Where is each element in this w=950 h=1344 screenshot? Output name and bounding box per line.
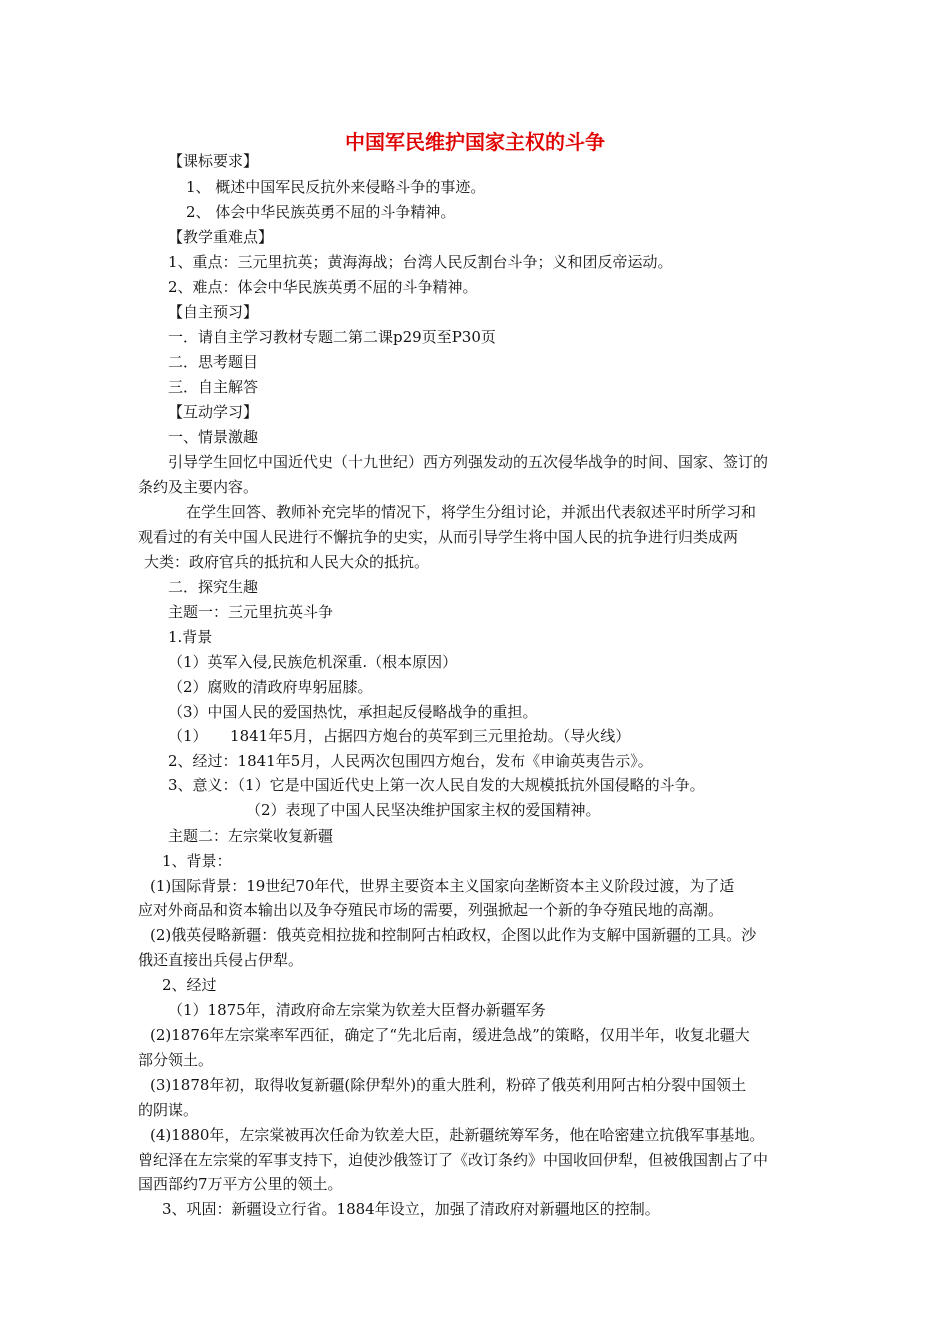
text-line: 一、情景激趣	[168, 428, 259, 446]
text-line: 2、难点：体会中华民族英勇不屈的斗争精神。	[168, 278, 478, 296]
text-line: 1.背景	[168, 628, 213, 646]
text-line: 2、 体会中华民族英勇不屈的斗争精神。	[186, 203, 456, 221]
text-line: (4)1880年，左宗棠被再次任命为钦差大臣，赴新疆统筹军务，他在哈密建立抗俄军事基地。	[150, 1126, 765, 1144]
document-title: 中国军民维护国家主权的斗争	[345, 130, 605, 154]
text-line: 一．请自主学习教材专题二第二课p29页至P30页	[168, 328, 496, 346]
text-line: 曾纪泽在左宗棠的军事支持下，迫使沙俄签订了《改订条约》中国收回伊犁，但被俄国割占了中	[138, 1151, 769, 1169]
section-heading: 【教学重难点】	[168, 228, 274, 246]
text-line: (3)1878年初，取得收复新疆(除伊犁外)的重大胜利，粉碎了俄英利用阿古柏分裂中国领土	[150, 1076, 747, 1094]
text-line: 3、巩固：新疆设立行省。1884年设立，加强了清政府对新疆地区的控制。	[162, 1200, 660, 1218]
text-line: 3、意义：（1）它是中国近代史上第一次人民自发的大规模抵抗外国侵略的斗争。	[168, 776, 705, 794]
text-line: (2)俄英侵略新疆：俄英竞相拉拢和控制阿古柏政权，企图以此作为支解中国新疆的工具。沙	[150, 926, 757, 944]
text-line: 三．自主解答	[168, 378, 259, 396]
section-heading: 【互动学习】	[168, 403, 259, 421]
text-line: 1、背景：	[162, 852, 232, 870]
text-line: (2)1876年左宗棠率军西征，确定了“先北后南，缓进急战”的策略，仅用半年，收复北疆大	[150, 1026, 750, 1044]
text-line: （2）腐败的清政府卑躬屈膝。	[168, 678, 373, 696]
text-line: 国西部约7万平方公里的领土。	[138, 1175, 343, 1193]
text-line: 二．探究生趣	[168, 578, 259, 596]
text-line: （1）1875年，清政府命左宗棠为钦差大臣督办新疆军务	[168, 1001, 546, 1019]
text-line: 条约及主要内容。	[138, 478, 259, 496]
text-line: 1、 概述中国军民反抗外来侵略斗争的事迹。	[186, 178, 486, 196]
text-line: 俄还直接出兵侵占伊犁。	[138, 951, 304, 969]
text-line: 的阴谋。	[138, 1101, 199, 1119]
text-line: （1）英军入侵,民族危机深重.（根本原因）	[168, 653, 458, 671]
text-line: 主题一：三元里抗英斗争	[168, 603, 334, 621]
text-line: 1、重点：三元里抗英；黄海海战；台湾人民反割台斗争；义和团反帝运动。	[168, 253, 673, 271]
text-line: 观看过的有关中国人民进行不懈抗争的史实，从而引导学生将中国人民的抗争进行归类成两	[138, 528, 739, 546]
text-line: （1） 1841年5月，占据四方炮台的英军到三元里抢劫。（导火线）	[168, 727, 631, 745]
text-line: 应对外商品和资本输出以及争夺殖民市场的需要，列强掀起一个新的争夺殖民地的高潮。	[138, 901, 724, 919]
text-line: 在学生回答、教师补充完毕的情况下，将学生分组讨论，并派出代表叙述平时所学习和	[186, 503, 757, 521]
section-heading: 【课标要求】	[168, 152, 259, 170]
text-line: （2）表现了中国人民坚决维护国家主权的爱国精神。	[246, 801, 601, 819]
text-line: 大类：政府官兵的抵抗和人民大众的抵抗。	[144, 553, 430, 571]
text-line: 二．思考题目	[168, 353, 259, 371]
section-heading: 【自主预习】	[168, 303, 259, 321]
text-line: 引导学生回忆中国近代史（十九世纪）西方列强发动的五次侵华战争的时间、国家、签订的	[168, 453, 769, 471]
text-line: 部分领土。	[138, 1051, 214, 1069]
text-line: （3）中国人民的爱国热忱，承担起反侵略战争的重担。	[168, 703, 538, 721]
text-line: (1)国际背景：19世纪70年代，世界主要资本主义国家向垄断资本主义阶段过渡，为了适	[150, 877, 735, 895]
text-line: 2、经过：1841年5月，人民两次包围四方炮台，发布《申谕英夷告示》。	[168, 752, 653, 770]
text-line: 2、经过	[162, 976, 217, 994]
text-line: 主题二：左宗棠收复新疆	[168, 827, 334, 845]
